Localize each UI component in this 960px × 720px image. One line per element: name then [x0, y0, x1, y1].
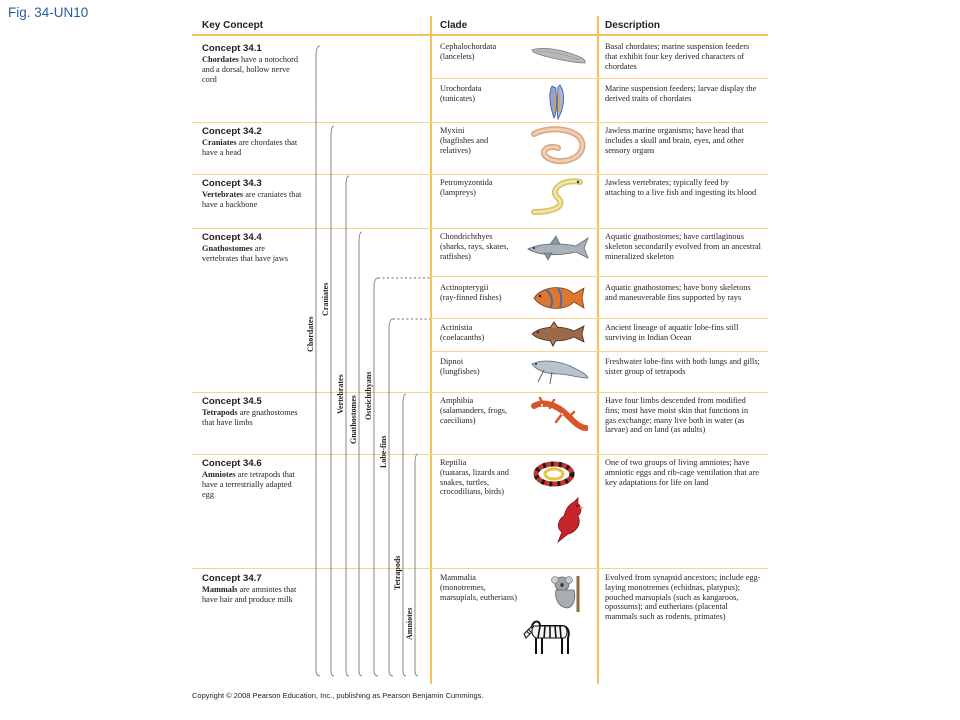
clade-actinopterygii: Actinopterygii (ray-finned fishes): [440, 283, 502, 302]
description-urochordata: Marine suspension feeders; larvae display the derived traits of chordates: [605, 84, 757, 103]
clade-dipnoi: Dipnoi (lungfishes): [440, 357, 480, 376]
description-amphibia: Have four limbs descended from modified fins; most have moist skin that functions in gas exchange; many live both in water (as larvae) and on land (as adults): [605, 396, 749, 435]
label-amniotes: Amniotes: [405, 607, 414, 640]
salamander-illustration: [528, 394, 588, 434]
clade-reptilia: Reptilia (tuataras, lizards and snakes, turtles, crocodilians, birds): [440, 458, 509, 497]
ray-finned-fish-illustration: [528, 280, 586, 314]
phylogenetic-tree: [192, 16, 432, 684]
lamprey-illustration: [528, 176, 590, 220]
cardinal-illustration: [548, 496, 588, 544]
coelacanth-illustration: [528, 320, 586, 348]
tunicate-illustration: [544, 82, 570, 122]
clade-chondrichthyes: Chondrichthyes (sharks, rays, skates, ratfishes): [440, 232, 509, 261]
description-dipnoi: Freshwater lobe-fins with both lungs and gills; sister group of tetrapods: [605, 357, 760, 376]
label-chordates: Chordates: [306, 316, 315, 352]
branch-chordates: [316, 46, 320, 676]
lancelet-illustration: [530, 44, 588, 68]
concept-34-3: Concept 34.3 Vertebrates are craniates that have a backbone: [202, 178, 302, 210]
branch-osteichthyans: [374, 278, 378, 676]
concept-34-2: Concept 34.2 Craniates are chordates that have a head: [202, 126, 298, 158]
label-osteichthyans: Osteichthyans: [364, 371, 373, 420]
branch-lobe-fins: [389, 319, 393, 676]
clade-myxini: Myxini (hagfishes and relatives): [440, 126, 489, 155]
branch-craniates: [331, 126, 334, 676]
clade-amphibia: Amphibia (salamanders, frogs, caecilians): [440, 396, 508, 425]
clade-petromyzontida: Petromyzontida (lampreys): [440, 178, 493, 197]
description-mammalia: Evolved from synapsid ancestors; include egg-laying monotremes (echidnas, platypus); pouched marsupials (such as kangaroos, opossums); and eutherians (placental mammals such as rodents, primates): [605, 573, 761, 622]
zebra-illustration: [518, 616, 574, 656]
description-cephalochordata: Basal chordates; marine suspension feeders that exhibit four key derived characters of chordates: [605, 42, 750, 71]
shark-illustration: [524, 234, 590, 264]
lungfish-illustration: [528, 354, 590, 388]
clade-actinistia: Actinistia (coelacanths): [440, 323, 485, 342]
clade-divider: [430, 276, 768, 277]
concept-34-7: Concept 34.7 Mammals are amniotes that have hair and produce milk: [202, 573, 297, 605]
copyright-notice: Copyright © 2008 Pearson Education, Inc., publishing as Pearson Benjamin Cummings.: [192, 691, 484, 700]
clade-divider: [430, 351, 768, 352]
header-key-concept: Key Concept: [202, 20, 264, 31]
clade-divider: [430, 78, 768, 79]
clade-urochordata: Urochordata (tunicates): [440, 84, 482, 103]
header-clade: Clade: [440, 20, 468, 31]
label-lobe-fins: Lobe-fins: [379, 435, 388, 468]
hagfish-illustration: [528, 124, 588, 168]
label-gnathostomes: Gnathostomes: [349, 395, 358, 444]
concept-34-1: Concept 34.1 Chordates have a notochord and a dorsal, hollow nerve cord: [202, 43, 299, 84]
label-tetrapods: Tetrapods: [393, 555, 402, 590]
description-reptilia: One of two groups of living amniotes; have amniotic eggs and rib-cage ventilation that are key adaptations for life on land: [605, 458, 759, 487]
figure-label: Fig. 34-UN10: [8, 5, 89, 20]
label-craniates: Craniates: [321, 282, 330, 316]
key-concept-table: [192, 16, 768, 684]
branch-gnathostomes: [359, 232, 362, 676]
concept-34-4: Concept 34.4 Gnathostomes are vertebrates that have jaws: [202, 232, 288, 264]
concept-34-5: Concept 34.5 Tetrapods are gnathostomes that have limbs: [202, 396, 298, 428]
branch-amniotes: [415, 454, 418, 676]
header-description: Description: [605, 20, 661, 31]
concept-34-6: Concept 34.6 Amniotes are tetrapods that have a terrestrially adapted egg: [202, 458, 295, 499]
clade-mammalia: Mammalia (monotremes, marsupials, eutherians): [440, 573, 517, 602]
description-myxini: Jawless marine organisms; have head that includes a skull and brain, eyes, and other sensory organs: [605, 126, 744, 155]
clade-divider: [430, 318, 768, 319]
label-vertebrates: Vertebrates: [336, 374, 345, 414]
clade-cephalochordata: Cephalochordata (lancelets): [440, 42, 497, 61]
description-actinopterygii: Aquatic gnathostomes; have bony skeletons and maneuverable fins supported by rays: [605, 283, 751, 302]
snake-illustration: [532, 460, 576, 488]
description-chondrichthyes: Aquatic gnathostomes; have cartilaginous skeleton secondarily evolved from an ancestral mineralized skeleton: [605, 232, 761, 261]
column-divider-2: [597, 16, 599, 684]
description-petromyzontida: Jawless vertebrates; typically feed by attaching to a live fish and ingesting its blood: [605, 178, 757, 197]
koala-illustration: [548, 574, 584, 614]
description-actinistia: Ancient lineage of aquatic lobe-fins still surviving in Indian Ocean: [605, 323, 739, 342]
